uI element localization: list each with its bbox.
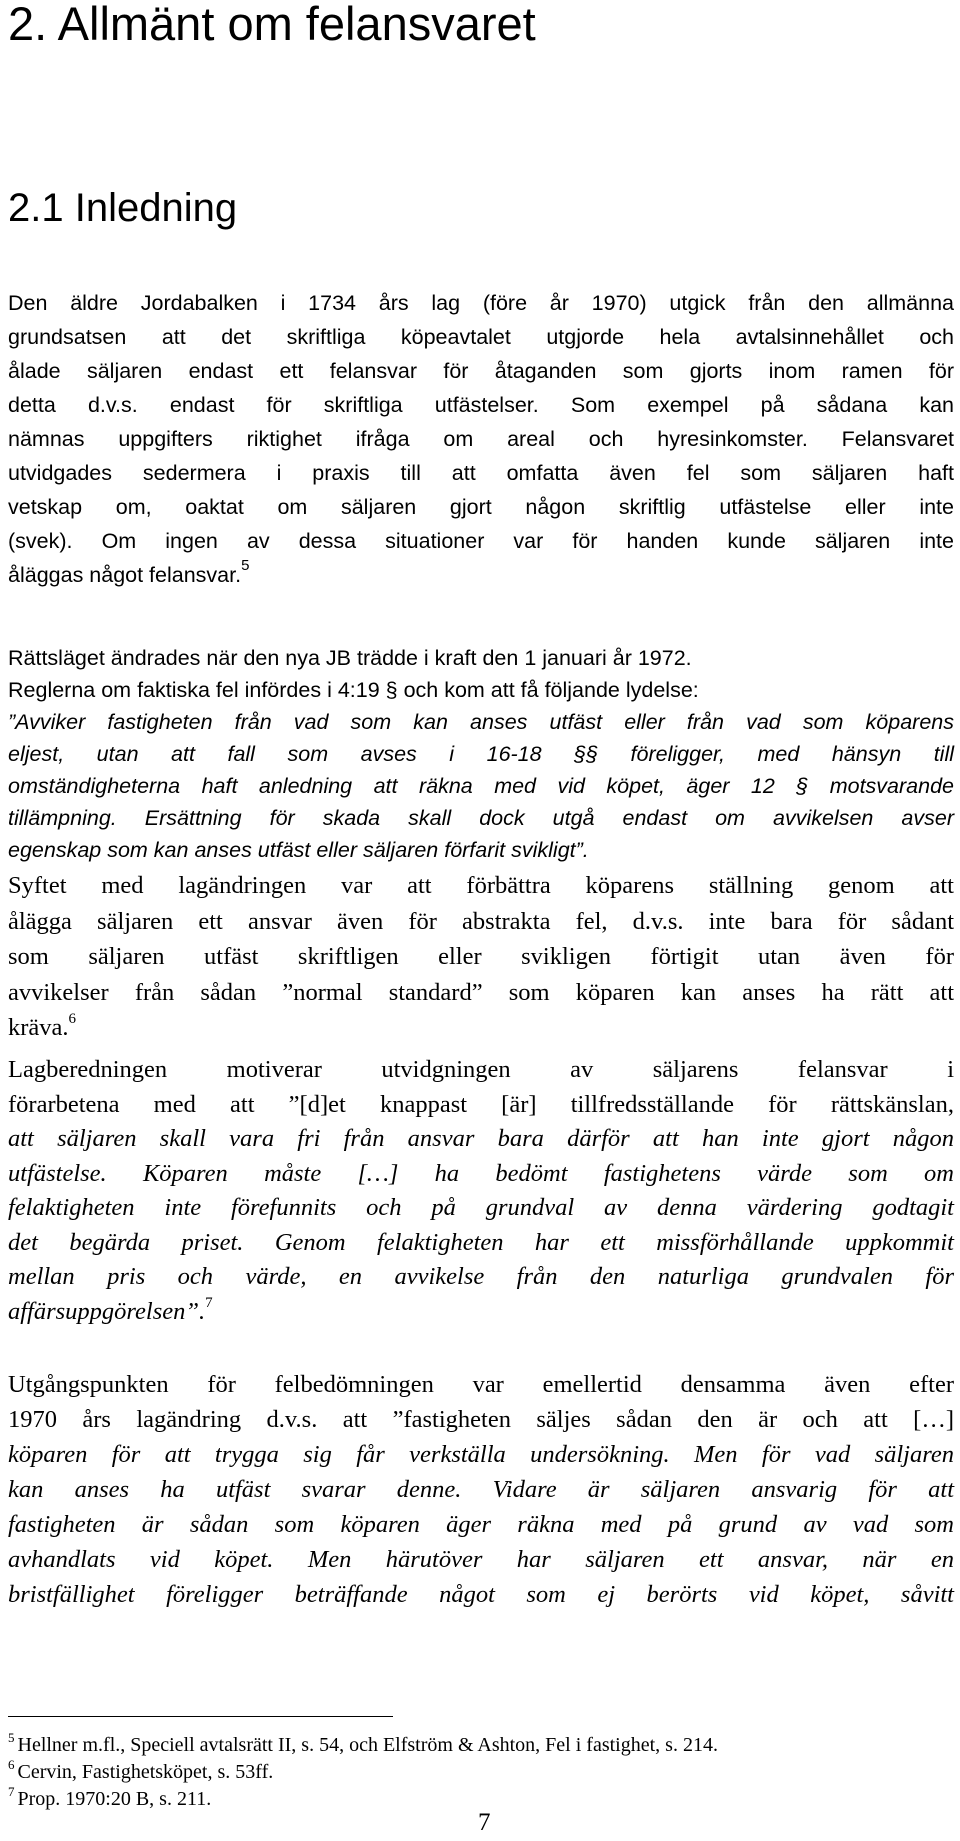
footnote-divider (8, 1716, 393, 1717)
text-line: (svek). Om ingen av dessa situationer var för handen kunde säljaren inte (8, 529, 954, 553)
text-line-last (8, 1295, 954, 1330)
text-line-last (8, 558, 954, 592)
text-line: förarbetena med att ”[d]et knappast [är] tillfredsställande för rättskänslan, (8, 1090, 954, 1118)
section-title: 2.1 Inledning (8, 186, 238, 230)
text-line: grundsatsen att det skriftliga köpeavtalet utgjorde hela avtalsinnehållet och (8, 325, 954, 349)
footnote-6 (8, 1759, 718, 1786)
footnote-5 (8, 1732, 718, 1759)
text-line-last (8, 1010, 954, 1046)
text-line: ålade säljaren endast ett felansvar för åtaganden som gjorts inom ramen för (8, 359, 954, 383)
text-line: avhandlats vid köpet. Men härutöver har säljaren ett ansvar, när en (8, 1546, 954, 1573)
footnote-number: 6 (8, 1757, 15, 1772)
text-line: utvidgades sedermera i praxis till att omfatta även fel som säljaren haft (8, 461, 954, 485)
text-line: mellan pris och värde, en avvikelse från den naturliga grundvalen för (8, 1263, 954, 1290)
text-line: Reglerna om faktiska fel infördes i 4:19 § och kom att få följande lydelse: (8, 678, 699, 702)
text-line: vetskap om, oaktat om säljaren gjort någon skriftlig utfästelse eller inte (8, 495, 954, 519)
footnote-text: Hellner m.fl., Speciell avtalsrätt II, s. 54, och Elfström & Ashton, Fel i fastighet, s. 214. (17, 1734, 718, 1756)
footnote-number: 5 (8, 1730, 15, 1745)
paragraph-5 (8, 1367, 954, 1612)
text-line: Utgångspunkten för felbedömningen var emellertid densamma även efter (8, 1371, 954, 1398)
text-line: egenskap som kan anses utfäst eller säljaren förfarit svikligt”. (8, 838, 589, 862)
text-line: fastigheten är sådan som köparen äger räkna med på grund av vad som (8, 1511, 954, 1538)
paragraph-2 (8, 642, 954, 866)
footnotes (8, 1732, 718, 1813)
text-line: 1970 års lagändring d.v.s. att ”fastigheten säljes sådan den är och att […] (8, 1406, 954, 1433)
footnote-text: Cervin, Fastighetsköpet, s. 53ff. (17, 1761, 274, 1783)
text-line: det begärda priset. Genom felaktigheten har ett missförhållande uppkommit (8, 1228, 954, 1256)
text-line: köparen för att trygga sig får verkställa undersökning. Men för vad säljaren (8, 1441, 954, 1468)
text-line: avvikelser från sådan ”normal standard” som köparen kan anses ha rätt att (8, 978, 954, 1006)
text-line: felaktigheten inte förefunnits och på grundval av denna värdering godtagit (8, 1194, 954, 1221)
text-line: som säljaren utfäst skriftligen eller svikligen förtigit utan även för (8, 943, 954, 970)
text-line: eljest, utan att fall som avses i 16-18 §§ föreligger, med hänsyn till (8, 742, 954, 766)
text-line: utfästelse. Köparen måste […] ha bedömt fastighetens värde som om (8, 1159, 954, 1187)
text-line: nämnas uppgifters riktighet ifråga om areal och hyresinkomster. Felansvaret (8, 427, 954, 451)
text-line: Syftet med lagändringen var att förbättra köparens ställning genom att (8, 872, 954, 899)
text-line: detta d.v.s. endast för skriftliga utfästelser. Som exempel på sådana kan (8, 393, 954, 417)
page-number: 7 (478, 1809, 491, 1836)
text-line: Den äldre Jordabalken i 1734 års lag (före år 1970) utgick från den allmänna (8, 291, 954, 315)
text-line: ”Avviker fastigheten från vad som kan anses utfäst eller från vad som köparens (8, 710, 954, 734)
text-line: åläggas något felansvar. (8, 563, 242, 587)
footnote-7 (8, 1786, 718, 1813)
text-line: omständigheterna haft anledning att räkna med vid köpet, äger 12 § motsvarande (8, 774, 954, 798)
footnote-ref-6[interactable]: 6 (68, 1011, 77, 1027)
footnote-ref-7[interactable]: 7 (205, 1294, 213, 1311)
text-line: Lagberedningen motiverar utvidgningen av säljarens felansvar i (8, 1056, 954, 1083)
text-line: tillämpning. Ersättning för skada skall dock utgå endast om avvikelsen avser (8, 806, 954, 830)
paragraph-3 (8, 868, 954, 1046)
footnote-ref-5[interactable]: 5 (241, 557, 250, 574)
text-line: att säljaren skall vara fri från ansvar bara därför att han inte gjort någon (8, 1125, 954, 1152)
text-line: kan anses ha utfäst svarar denne. Vidare är säljaren ansvarig för att (8, 1476, 954, 1503)
paragraph-4 (8, 1053, 954, 1329)
chapter-title: 2. Allmänt om felansvaret (8, 0, 536, 50)
footnote-number: 7 (8, 1784, 15, 1799)
text-line: bristfällighet föreligger beträffande något som ej berörts vid köpet, såvitt (8, 1581, 954, 1608)
paragraph-1 (8, 286, 954, 592)
text-line: affärsuppgörelsen”. (8, 1297, 206, 1325)
text-line: Rättsläget ändrades när den nya JB trädde i kraft den 1 januari år 1972. (8, 646, 692, 670)
footnote-text: Prop. 1970:20 B, s. 211. (17, 1788, 212, 1810)
text-line: ålägga säljaren ett ansvar även för abstrakta fel, d.v.s. inte bara för sådant (8, 907, 954, 935)
text-line: kräva. (8, 1014, 69, 1041)
